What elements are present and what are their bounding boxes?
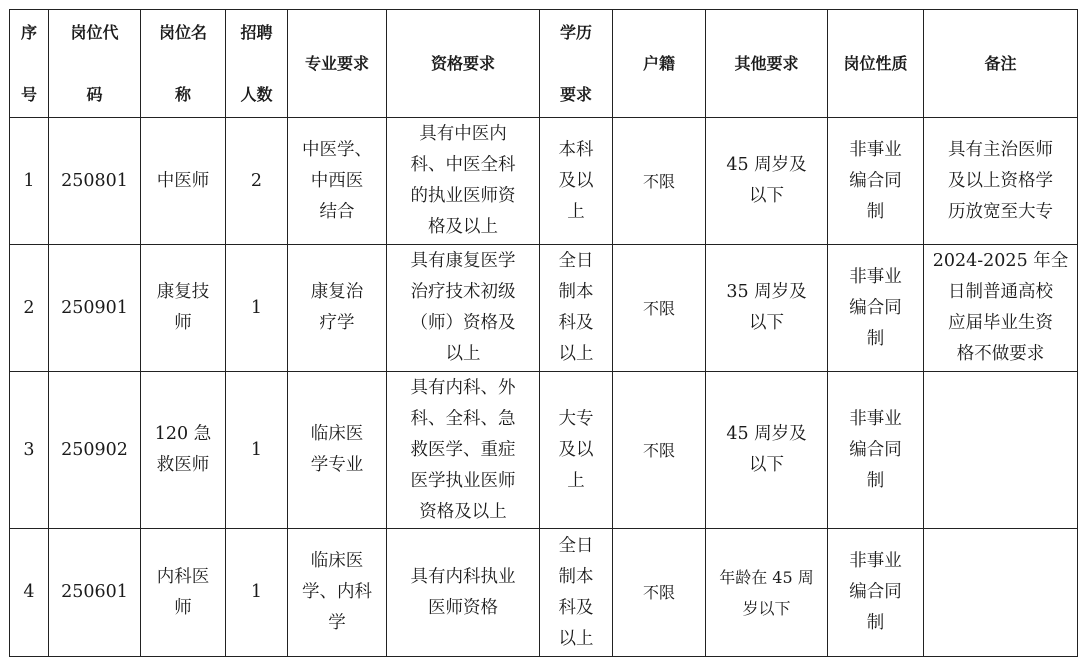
cell-qualification: 具有中医内 科、中医全科 的执业医师资 格及以上 bbox=[387, 118, 540, 245]
cell-hukou: 不限 bbox=[613, 372, 706, 529]
cell-education: 大专 及以 上 bbox=[540, 372, 613, 529]
cell-remark bbox=[924, 529, 1078, 657]
table-row bbox=[10, 529, 1078, 657]
cell-code: 250901 bbox=[49, 245, 141, 372]
cell-education: 全日 制本 科及 以上 bbox=[540, 245, 613, 372]
table-row bbox=[10, 118, 1078, 245]
cell-qualification: 具有内科、外 科、全科、急 救医学、重症 医学执业医师 资格及以上 bbox=[387, 372, 540, 529]
header-row bbox=[10, 10, 1078, 118]
cell-seq: 3 bbox=[10, 372, 49, 529]
header-remark: 备注 bbox=[924, 10, 1078, 118]
cell-qualification: 具有康复医学 治疗技术初级 （师）资格及 以上 bbox=[387, 245, 540, 372]
cell-name: 120 急 救医师 bbox=[141, 372, 226, 529]
cell-count: 1 bbox=[226, 529, 288, 657]
header-nature: 岗位性质 bbox=[828, 10, 924, 118]
header-qualification: 资格要求 bbox=[387, 10, 540, 118]
table-row bbox=[10, 372, 1078, 529]
cell-nature: 非事业 编合同 制 bbox=[828, 245, 924, 372]
cell-seq: 2 bbox=[10, 245, 49, 372]
cell-count: 2 bbox=[226, 118, 288, 245]
cell-hukou: 不限 bbox=[613, 118, 706, 245]
table-row bbox=[10, 245, 1078, 372]
cell-seq: 4 bbox=[10, 529, 49, 657]
cell-remark: 具有主治医师 及以上资格学 历放宽至大专 bbox=[924, 118, 1078, 245]
cell-code: 250902 bbox=[49, 372, 141, 529]
header-other: 其他要求 bbox=[706, 10, 828, 118]
header-code: 岗位代 码 bbox=[49, 10, 141, 118]
cell-education: 本科 及以 上 bbox=[540, 118, 613, 245]
header-name: 岗位名 称 bbox=[141, 10, 226, 118]
cell-seq: 1 bbox=[10, 118, 49, 245]
header-seq: 序 号 bbox=[10, 10, 49, 118]
cell-count: 1 bbox=[226, 245, 288, 372]
cell-education: 全日 制本 科及 以上 bbox=[540, 529, 613, 657]
cell-other: 35 周岁及 以下 bbox=[706, 245, 828, 372]
cell-hukou: 不限 bbox=[613, 529, 706, 657]
cell-major: 康复治 疗学 bbox=[288, 245, 387, 372]
cell-count: 1 bbox=[226, 372, 288, 529]
header-count: 招聘 人数 bbox=[226, 10, 288, 118]
header-hukou: 户籍 bbox=[613, 10, 706, 118]
cell-name: 中医师 bbox=[141, 118, 226, 245]
header-major: 专业要求 bbox=[288, 10, 387, 118]
cell-nature: 非事业 编合同 制 bbox=[828, 118, 924, 245]
cell-code: 250801 bbox=[49, 118, 141, 245]
cell-nature: 非事业 编合同 制 bbox=[828, 529, 924, 657]
cell-nature: 非事业 编合同 制 bbox=[828, 372, 924, 529]
cell-name: 内科医 师 bbox=[141, 529, 226, 657]
cell-remark bbox=[924, 372, 1078, 529]
cell-remark: 2024-2025 年全 日制普通高校 应届毕业生资 格不做要求 bbox=[924, 245, 1078, 372]
cell-other: 年龄在 45 周 岁以下 bbox=[706, 529, 828, 657]
recruitment-table bbox=[9, 9, 1078, 657]
cell-major: 临床医 学、内科 学 bbox=[288, 529, 387, 657]
cell-other: 45 周岁及 以下 bbox=[706, 372, 828, 529]
cell-major: 中医学、 中西医 结合 bbox=[288, 118, 387, 245]
cell-other: 45 周岁及 以下 bbox=[706, 118, 828, 245]
cell-name: 康复技 师 bbox=[141, 245, 226, 372]
header-education: 学历 要求 bbox=[540, 10, 613, 118]
cell-code: 250601 bbox=[49, 529, 141, 657]
cell-qualification: 具有内科执业 医师资格 bbox=[387, 529, 540, 657]
cell-major: 临床医 学专业 bbox=[288, 372, 387, 529]
cell-hukou: 不限 bbox=[613, 245, 706, 372]
